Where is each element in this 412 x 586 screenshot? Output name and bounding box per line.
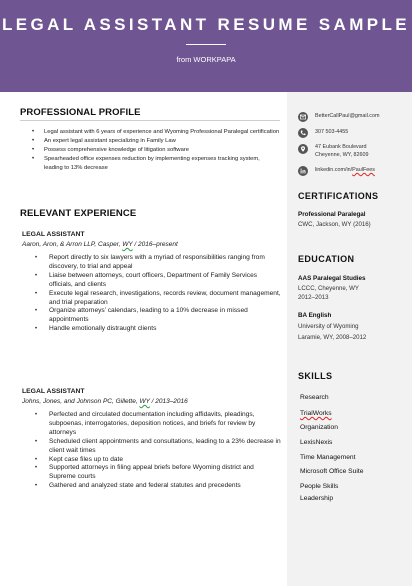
location-pin-icon	[298, 144, 308, 154]
skill-item: Leadership	[300, 495, 334, 502]
job-state: WY	[139, 398, 150, 405]
phone-text: 307 503-4455	[315, 129, 349, 135]
contact-address	[298, 144, 369, 159]
education-degree: BA English	[298, 312, 332, 319]
skill-item: Research	[300, 394, 329, 401]
job-duties-list	[30, 411, 282, 491]
skill-item: People Skills	[300, 483, 339, 490]
job-dates: 2013–2016	[155, 398, 188, 405]
profile-list	[30, 128, 280, 173]
email-text: BetterCallPaul@gmail.com	[315, 113, 380, 119]
job-duties-list	[30, 254, 282, 334]
certification-name: Professional Paralegal	[298, 211, 366, 218]
job-duty: • Report directly to six lawyers with a myriad of responsibilities ranging from discovery, to trial and appeal	[30, 254, 282, 272]
job-duty: • Liaise between attorneys, court officers, Department of Family Services officials, and clients	[30, 272, 282, 290]
profile-bullet: • Spearheaded office expenses reduction by implementing expenses tracking system, leading to 13% decrease	[30, 155, 280, 173]
education-dates: Laramie, WY, 2008–2012	[298, 334, 367, 341]
job-employer: Aaron, Aron, & Arron LLP, Casper,	[22, 241, 121, 248]
profile-bullet: • An expert legal assistant specializing in Family Law	[30, 137, 280, 146]
header-banner	[0, 0, 412, 92]
job-duty: • Execute legal research, investigations, records review, document management, and trial preparation	[30, 290, 282, 308]
job-separator: /	[151, 398, 154, 405]
address-line-2: Cheyenne, WY, 82609	[315, 151, 369, 158]
job-title: LEGAL ASSISTANT	[22, 388, 85, 395]
education-degree: AAS Paralegal Studies	[298, 275, 366, 282]
title-divider	[186, 44, 226, 45]
email-icon	[298, 112, 308, 122]
education-dates: 2012–2013	[298, 294, 329, 301]
job-duty: • Supported attorneys in filing appeal briefs before Wyoming district and Supreme courts	[30, 464, 282, 482]
job-duty: • Scheduled client appointments and consultations, leading to a 23% decrease in client wait times	[30, 438, 282, 456]
job-separator: /	[134, 241, 137, 248]
linkedin-handle: PaulFees	[352, 167, 375, 173]
profile-heading: PROFESSIONAL PROFILE	[20, 107, 141, 118]
experience-heading: RELEVANT EXPERIENCE	[20, 208, 137, 219]
certification-detail: CWC, Jackson, WY (2016)	[298, 221, 371, 228]
job-title: LEGAL ASSISTANT	[22, 231, 85, 238]
phone-icon	[298, 128, 308, 138]
contact-linkedin[interactable]	[298, 166, 375, 176]
certifications-heading: CERTIFICATIONS	[298, 191, 379, 201]
skills-heading: SKILLS	[298, 371, 333, 381]
job-duty: • Gathered and analyzed state and federal statutes and precedents	[30, 482, 282, 491]
contact-phone[interactable]	[298, 128, 348, 138]
sidebar	[287, 92, 412, 586]
skill-item: Time Management	[300, 454, 356, 461]
skill-item: Organization	[300, 424, 338, 431]
linkedin-text	[315, 167, 375, 175]
address-line-1: 47 Eubank Boulevard	[315, 144, 367, 150]
job-state: WY	[122, 241, 133, 248]
contact-email[interactable]	[298, 112, 380, 122]
address-text	[315, 144, 369, 159]
job-employer: Johns, Jones, and Johnson PC, Gillette,	[22, 398, 138, 405]
education-heading: EDUCATION	[298, 254, 355, 264]
job-dates: 2016–present	[138, 241, 178, 248]
job-duty: • Perfected and circulated documentation including affidavits, pleadings, subpoenas, interrogatories, deposition notices, and briefs for review by attorneys	[30, 411, 282, 438]
job-duty: • Organize attorneys’ calendars, leading to a 10% decrease in missed appointments	[30, 307, 282, 325]
job-duty: • Handle emotionally distraught clients	[30, 325, 282, 334]
job-employer-line	[22, 241, 178, 248]
job-duty: • Kept case files up to date	[30, 456, 282, 465]
job-employer-line	[22, 398, 188, 405]
section-divider	[20, 120, 280, 121]
linkedin-icon	[298, 166, 308, 176]
profile-bullet: • Possess comprehensive knowledge of litigation software	[30, 146, 280, 155]
skill-item: LexisNexis	[300, 439, 333, 446]
skill-item: Microsoft Office Suite	[300, 468, 364, 475]
education-school: University of Wyoming	[298, 323, 359, 330]
profile-bullet: • Legal assistant with 6 years of experience and Wyoming Professional Paralegal certification	[30, 128, 280, 137]
skill-item: TrialWorks	[300, 410, 332, 417]
resume-title: LEGAL ASSISTANT RESUME SAMPLE	[1, 15, 411, 34]
education-school: LCCC, Cheyenne, WY	[298, 285, 359, 292]
resume-subtitle: from WORKPAPA	[176, 55, 236, 64]
linkedin-prefix: linkedin.com/in/	[315, 167, 353, 173]
